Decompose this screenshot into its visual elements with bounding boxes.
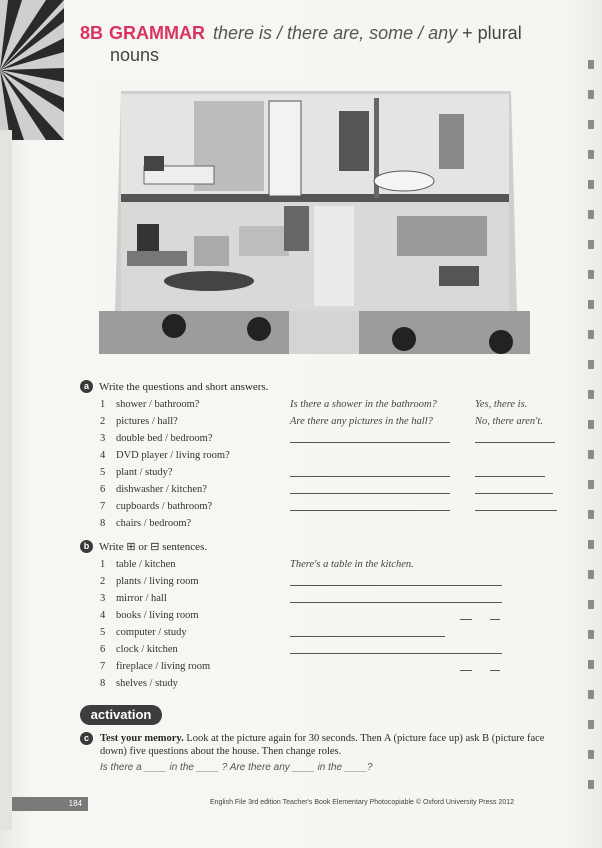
item-number: 8	[100, 678, 106, 689]
answer-line[interactable]	[475, 466, 545, 477]
item-prompt: cupboards / bathroom?	[116, 501, 213, 512]
list-item	[100, 517, 560, 531]
item-prompt: plants / living room	[116, 576, 199, 587]
item-number: 8	[100, 518, 106, 529]
item-number: 7	[100, 501, 106, 512]
exercise-c-instruction	[100, 732, 550, 758]
spiral-binding	[588, 60, 596, 820]
answer-line[interactable]	[475, 500, 557, 511]
list-item	[100, 677, 560, 691]
unit-code: 8B	[80, 23, 104, 43]
list-item	[100, 643, 560, 657]
item-number: 5	[100, 467, 106, 478]
footer-credit: English File 3rd edition Teacher's Book Elementary Photocopiable © Oxford University Press 2012	[210, 799, 515, 806]
list-item	[100, 415, 560, 429]
answer-line[interactable]	[490, 660, 500, 671]
item-number: 3	[100, 593, 106, 604]
item-prompt: shower / bathroom?	[116, 399, 200, 410]
unit-topic-rest: + plural	[462, 23, 522, 43]
list-item	[100, 575, 560, 589]
item-answer: There's a table in the kitchen.	[290, 559, 414, 570]
unit-label: GRAMMAR	[109, 23, 206, 43]
item-number: 2	[100, 416, 106, 427]
answer-line[interactable]	[290, 643, 502, 654]
item-question: Is there a shower in the bathroom?	[290, 399, 437, 410]
exercise-c-bold: Test your memory.	[100, 733, 184, 744]
exercise-a-instruction: Write the questions and short answers.	[99, 380, 269, 393]
list-item	[100, 466, 560, 480]
item-prompt: chairs / bedroom?	[116, 518, 192, 529]
item-number: 4	[100, 610, 106, 621]
item-number: 6	[100, 484, 106, 495]
list-item	[100, 592, 560, 606]
list-item	[100, 449, 560, 463]
item-answer: No, there aren't.	[475, 416, 543, 427]
item-prompt: mirror / hall	[116, 593, 167, 604]
activation-banner: activation	[80, 705, 162, 725]
list-item	[100, 398, 560, 412]
page-number: 184	[12, 797, 88, 811]
item-number: 4	[100, 450, 106, 461]
item-number: 2	[100, 576, 106, 587]
list-item	[100, 626, 560, 640]
item-prompt: shelves / study	[116, 678, 178, 689]
answer-line[interactable]	[290, 500, 450, 511]
item-number: 6	[100, 644, 106, 655]
item-prompt: DVD player / living room?	[116, 450, 230, 461]
answer-line[interactable]	[290, 575, 502, 586]
item-prompt: computer / study	[116, 627, 187, 638]
answer-line[interactable]	[290, 432, 450, 443]
list-item	[100, 609, 560, 623]
exercise-b-instruction: Write ⊞ or ⊟ sentences.	[99, 541, 208, 553]
item-prompt: table / kitchen	[116, 559, 176, 570]
list-item	[100, 558, 560, 572]
item-number: 1	[100, 399, 106, 410]
answer-line[interactable]	[475, 432, 555, 443]
page-title	[80, 22, 560, 66]
left-margin-strip	[0, 130, 12, 830]
item-number: 7	[100, 661, 106, 672]
sunburst-decoration	[0, 0, 64, 140]
exercise-c-model-question: Is there a ____ in the ____ ? Are there any ____ in the ____?	[100, 762, 373, 773]
item-prompt: double bed / bedroom?	[116, 433, 213, 444]
answer-line[interactable]	[460, 660, 472, 671]
list-item	[100, 432, 560, 446]
answer-line[interactable]	[290, 626, 445, 637]
item-answer: Yes, there is.	[475, 399, 528, 410]
item-number: 5	[100, 627, 106, 638]
item-prompt: dishwasher / kitchen?	[116, 484, 207, 495]
list-item	[100, 660, 560, 674]
house-cutaway-illustration	[99, 86, 530, 354]
item-prompt: pictures / hall?	[116, 416, 178, 427]
exercise-a-heading	[80, 380, 268, 393]
unit-topic: there is / there are, some / any	[213, 23, 458, 43]
answer-line[interactable]	[290, 483, 450, 494]
item-prompt: plant / study?	[116, 467, 173, 478]
answer-line[interactable]	[290, 466, 450, 477]
answer-line[interactable]	[290, 592, 502, 603]
item-number: 1	[100, 559, 106, 570]
answer-line[interactable]	[460, 609, 472, 620]
item-prompt: books / living room	[116, 610, 199, 621]
exercise-b-badge: b	[80, 540, 93, 553]
exercise-b-heading	[80, 540, 207, 553]
answer-line[interactable]	[490, 609, 500, 620]
item-number: 3	[100, 433, 106, 444]
unit-topic-rest-2: nouns	[110, 45, 160, 65]
list-item	[100, 500, 560, 514]
item-prompt: clock / kitchen	[116, 644, 178, 655]
list-item	[100, 483, 560, 497]
item-prompt: fireplace / living room	[116, 661, 211, 672]
exercise-c-badge: c	[80, 732, 93, 745]
answer-line[interactable]	[475, 483, 553, 494]
item-question: Are there any pictures in the hall?	[290, 416, 433, 427]
exercise-a-badge: a	[80, 380, 93, 393]
exercise-c-text: Look at the picture again for 30 seconds. Then A (picture face up) ask B (picture face down) five questions about the house. Then change roles.	[100, 733, 545, 757]
